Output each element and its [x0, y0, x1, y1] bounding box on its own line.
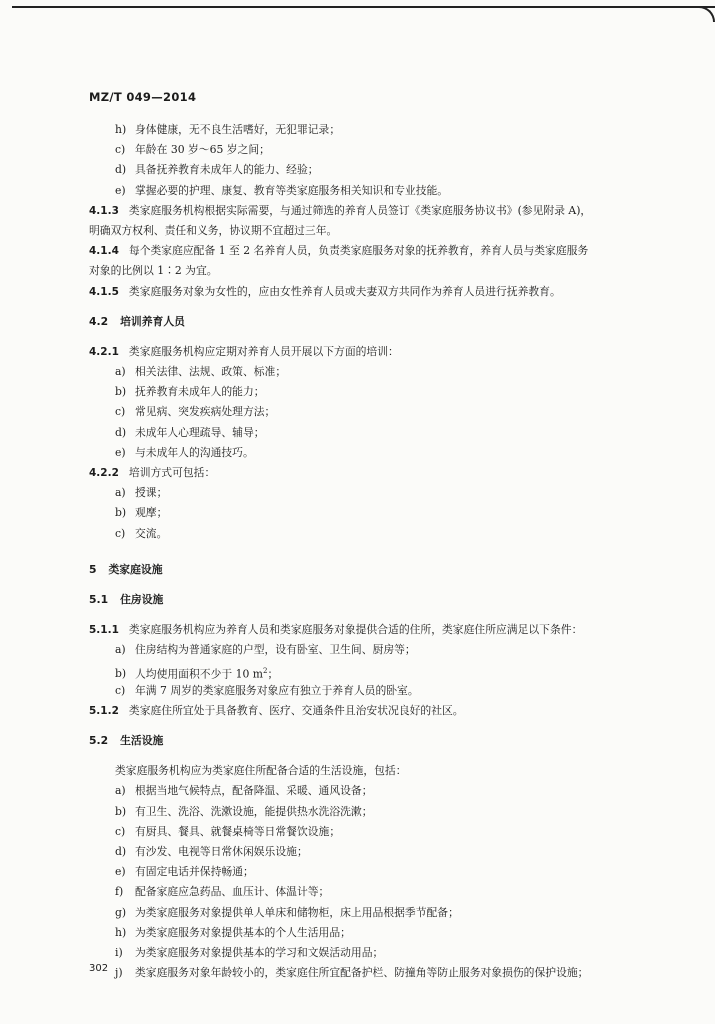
- list-item: a) 相关法律、法规、政策、标准；: [115, 365, 287, 379]
- list-item: c) 年满 7 周岁的类家庭服务对象应有独立于养育人员的卧室。: [115, 683, 419, 697]
- list-item: a) 住房结构为普通家庭的户型，设有卧室、卫生间、厨房等；: [115, 643, 416, 657]
- list-item: a) 授课；: [115, 486, 168, 500]
- section-heading-5-2: 5.2 生活设施: [89, 734, 164, 748]
- list-item: b) 抚养教育未成年人的能力；: [115, 385, 265, 399]
- list-item: d) 具备抚养教育未成年人的能力、经验；: [115, 163, 319, 177]
- clause-5-1-1: 5.1.1 类家庭服务机构应为养育人员和类家庭服务对象提供合适的住所，类家庭住所应满足以下条件：: [89, 623, 583, 637]
- scan-border-line: [12, 6, 715, 8]
- section-heading-4-2: 4.2 培训养育人员: [89, 314, 185, 328]
- list-item: h) 为类家庭服务对象提供基本的个人生活用品；: [115, 925, 351, 939]
- standard-code: MZ/T 049—2014: [89, 90, 197, 104]
- list-item: h) 身体健康，无不良生活嗜好，无犯罪记录；: [115, 123, 341, 136]
- clause-5-1-2: 5.1.2 类家庭住所宜处于具备教育、医疗、交通条件且治安状况良好的社区。: [89, 703, 464, 717]
- clause-4-2-2: 4.2.2 培训方式可包括：: [89, 466, 216, 479]
- scan-corner-curl: [691, 6, 715, 22]
- section-heading-5: 5 类家庭设施: [89, 562, 163, 576]
- list-item: b) 观摩；: [115, 506, 168, 520]
- list-item: d) 有沙发、电视等日常休闲娱乐设施；: [115, 845, 308, 858]
- list-item: e) 掌握必要的护理、康复、教育等类家庭服务相关知识和专业技能。: [115, 183, 449, 197]
- clause-4-2-1: 4.2.1 类家庭服务机构应定期对养育人员开展以下方面的培训：: [89, 344, 399, 358]
- list-item: c) 交流。: [115, 526, 168, 540]
- list-item: e) 有固定电话并保持畅通；: [115, 865, 254, 879]
- clause-5-2-intro: 类家庭服务机构应为类家庭住所配备合适的生活设施，包括：: [115, 764, 407, 778]
- list-item: b) 有卫生、洗浴、洗漱设施，能提供热水洗浴洗漱；: [115, 804, 373, 818]
- clause-4-1-3: 4.1.3 类家庭服务机构根据实际需要，与通过筛选的养育人员签订《类家庭服务协议书》(参见附录 A)，: [89, 203, 592, 217]
- list-item: c) 有厨具、餐具、就餐桌椅等日常餐饮设施；: [115, 824, 341, 838]
- list-item: g) 为类家庭服务对象提供单人单床和储物柜，床上用品根据季节配备；: [115, 905, 459, 919]
- list-item: e) 与未成年人的沟通技巧。: [115, 445, 254, 459]
- list-item: f) 配备家庭应急药品、血压计、体温计等；: [115, 885, 330, 899]
- document-body: [89, 120, 684, 983]
- list-item: d) 未成年人心理疏导、辅导；: [115, 425, 265, 439]
- list-item: i) 为类家庭服务对象提供基本的学习和文娱活动用品；: [115, 945, 384, 959]
- list-item: c) 常见病、突发疾病处理方法；: [115, 405, 276, 419]
- list-item: c) 年龄在 30 岁～65 岁之间；: [115, 143, 270, 157]
- clause-4-1-4-cont: 对象的比例以 1∶2 为宜。: [89, 264, 218, 278]
- list-item: j) 类家庭服务对象年龄较小的，类家庭住所宜配备护栏、防撞角等防止服务对象损伤的保护设施；: [115, 966, 589, 980]
- page-number: 302: [89, 963, 109, 974]
- list-item: b) 人均使用面积不少于 10 $m^2$；: [115, 666, 279, 681]
- clause-4-1-5: 4.1.5 类家庭服务对象为女性的，应由女性养育人员或夫妻双方共同作为养育人员进行抚养教育。: [89, 284, 561, 298]
- clause-4-1-3-cont: 明确双方权利、责任和义务，协议期不宜超过三年。: [89, 223, 338, 237]
- section-heading-5-1: 5.1 住房设施: [89, 592, 164, 606]
- clause-4-1-4: 4.1.4 每个类家庭应配备 1 至 2 名养育人员，负责类家庭服务对象的抚养教育，养育人员与类家庭服务: [89, 244, 589, 258]
- list-item: a) 根据当地气候特点，配备降温、采暖、通风设备；: [115, 784, 373, 798]
